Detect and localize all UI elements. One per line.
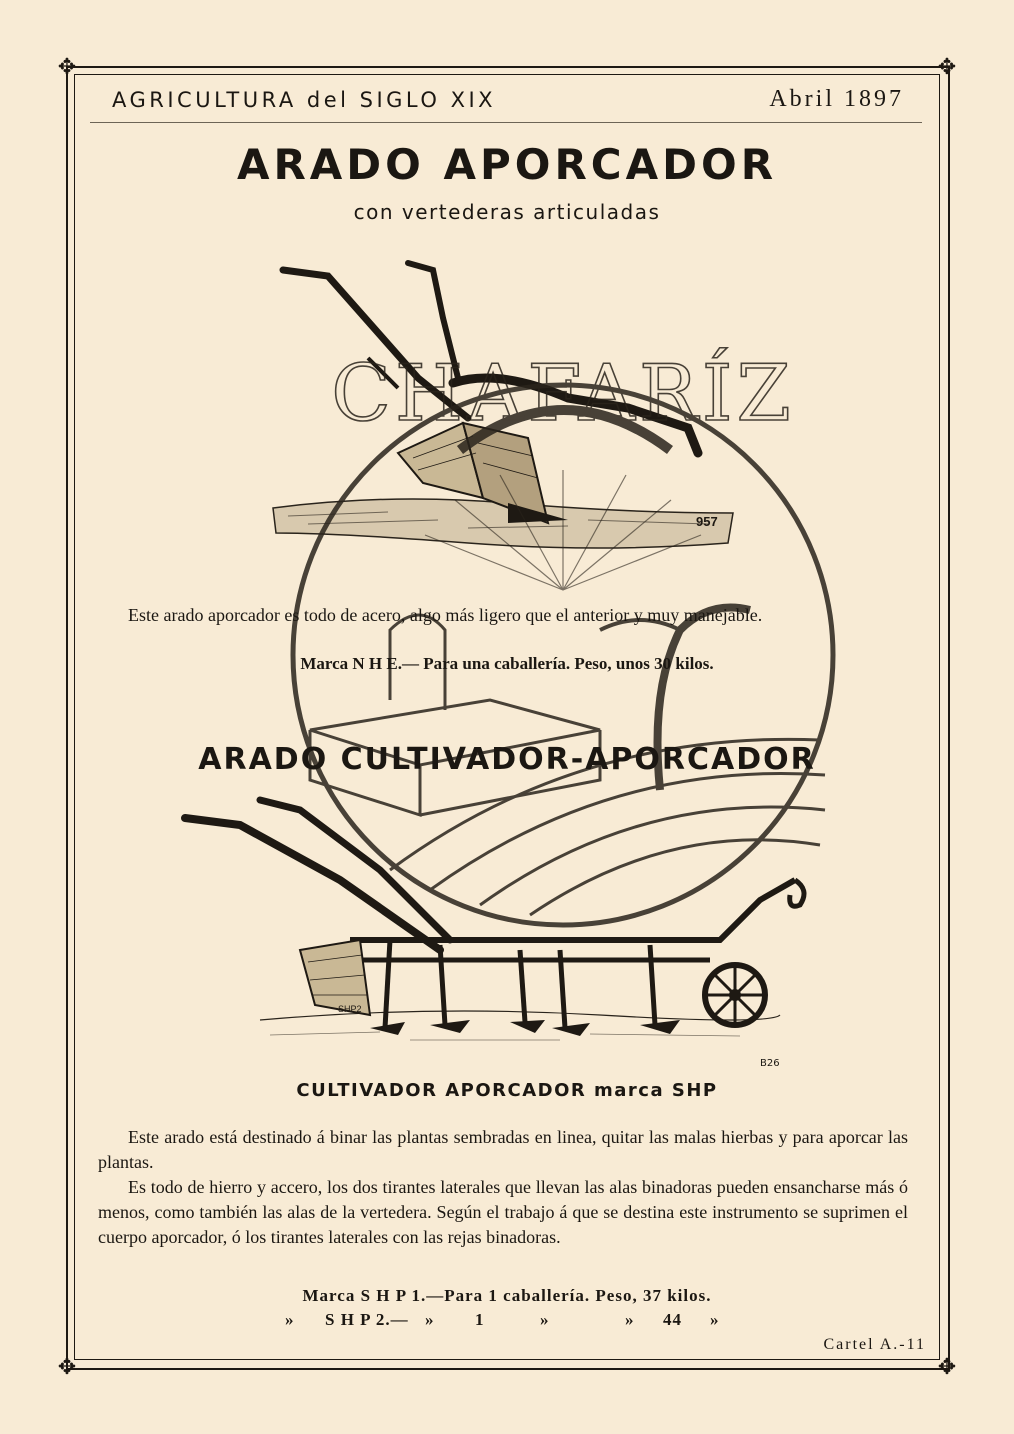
corner-ornament-icon: ✥ xyxy=(57,54,77,79)
page-header xyxy=(90,86,922,123)
corner-ornament-icon: ✥ xyxy=(57,1354,77,1379)
section1-title: ARADO APORCADOR xyxy=(236,140,778,189)
watermark-text: CHAFARÍZ xyxy=(331,349,795,439)
corner-ornament-icon: ✥ xyxy=(937,1354,957,1379)
section2-paragraph-1: Este arado está destinado á binar las plantas sembradas en linea, quitar las malas hierbas y para aporcar las plantas. xyxy=(98,1127,908,1172)
shp2-label: SHP2 xyxy=(338,1004,362,1014)
section2-marca-shp1: Marca S H P 1.—Para 1 caballería. Peso, 37 kilos. xyxy=(302,1286,712,1305)
ditto-mark: » xyxy=(710,1310,720,1329)
ditto-mark: » xyxy=(425,1310,435,1329)
figure-number-957: 957 xyxy=(696,514,718,529)
ditto-mark: » xyxy=(285,1310,295,1329)
section1-subtitle: con vertederas articuladas xyxy=(353,200,661,224)
corner-ornament-icon: ✥ xyxy=(937,54,957,79)
section1-marca: Marca N H E.— Para una caballería. Peso, unos 30 kilos. xyxy=(300,654,714,673)
section2-paragraph-2: Es todo de hierro y accero, los dos tirantes laterales que llevan las alas binadoras pueden ensancharse más ó menos, como también las alas de la vertedera. Según el trabajo á que se destina este instrumento se suprimen el cuerpo aporcador, ó los tirantes laterales con las rejas binadoras. xyxy=(98,1177,908,1247)
ditto-mark: » xyxy=(540,1310,550,1329)
arado-cultivador-illustration xyxy=(180,790,820,1080)
figure-number-b26: B26 xyxy=(760,1058,780,1069)
horses-count: 1 xyxy=(475,1310,485,1329)
section2-caption: CULTIVADOR APORCADOR marca SHP xyxy=(296,1080,718,1101)
model-shp2: S H P 2.— xyxy=(325,1310,409,1329)
ditto-mark: » xyxy=(625,1310,635,1329)
publication-title: AGRICULTURA del SIGLO XIX xyxy=(112,88,497,112)
cartel-number: Cartel A.-11 xyxy=(823,1336,926,1353)
weight-value: 44 xyxy=(663,1310,682,1329)
section2-title: ARADO CULTIVADOR-APORCADOR xyxy=(198,742,816,777)
section2-body xyxy=(98,1125,908,1250)
publication-date: Abril 1897 xyxy=(769,86,904,112)
section1-description: Este arado aporcador es todo de acero, algo más ligero que el anterior y muy manejable. xyxy=(128,605,763,625)
